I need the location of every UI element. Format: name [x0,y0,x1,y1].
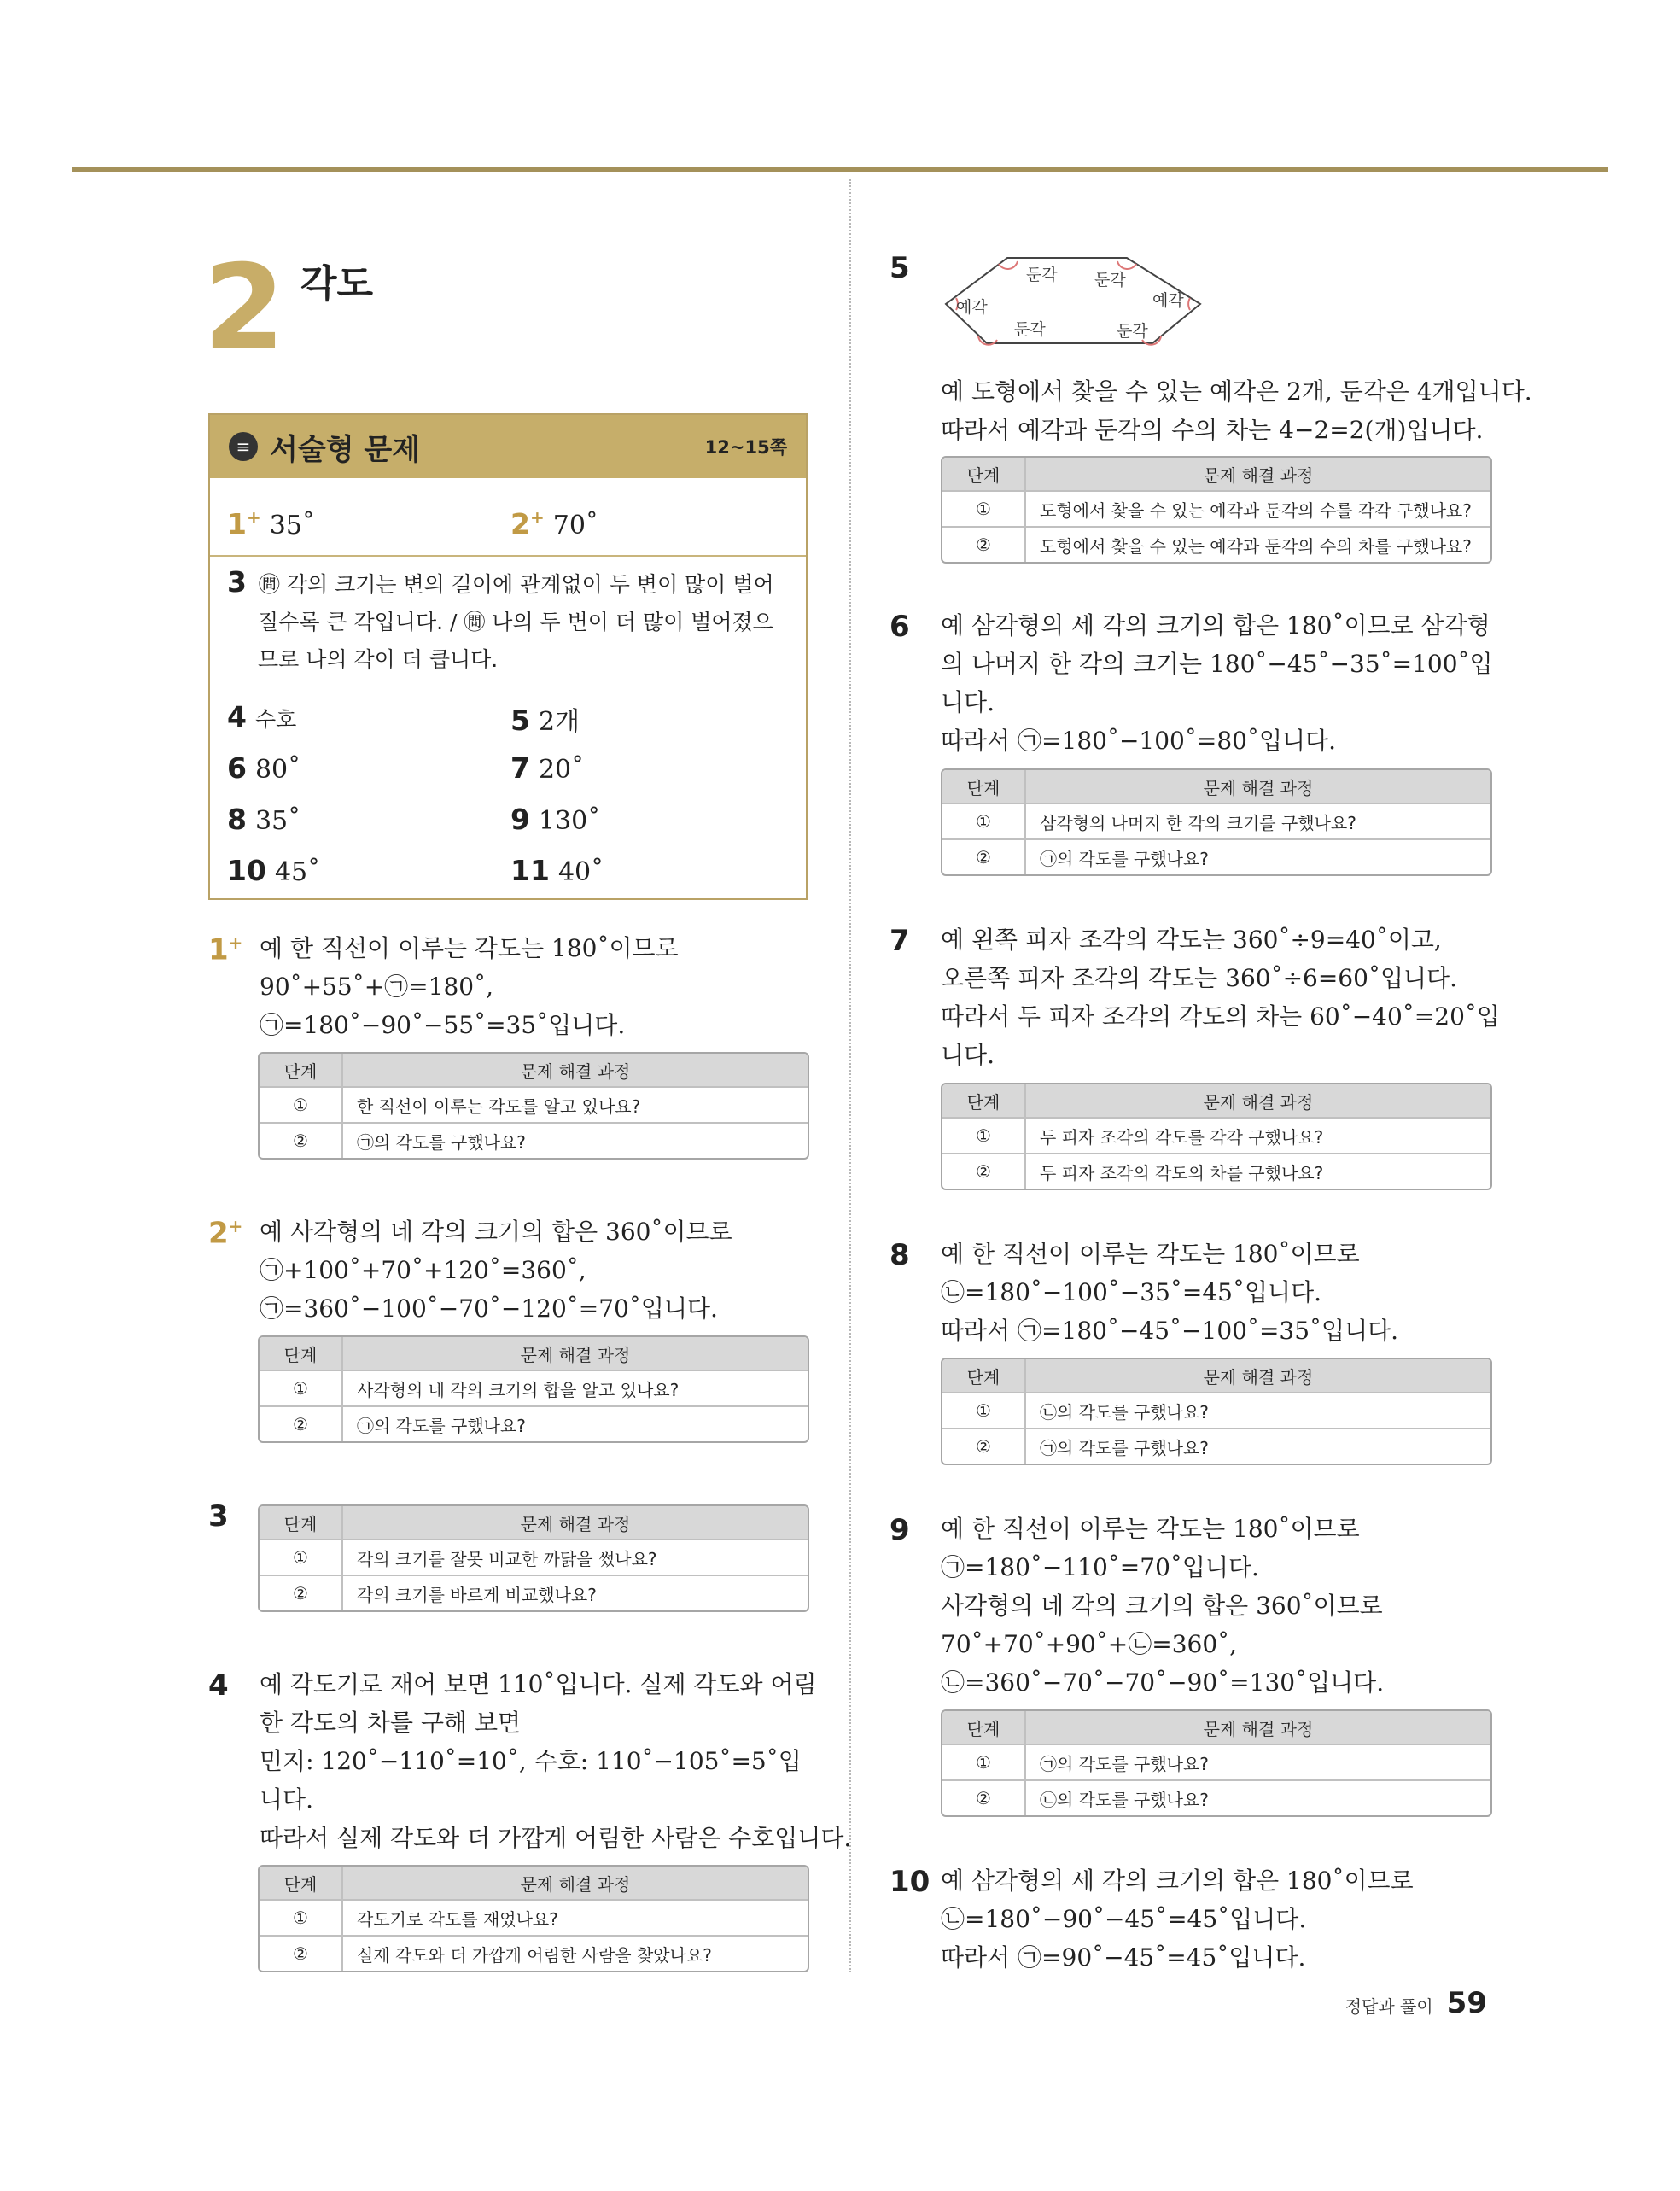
text-line: 따라서 예각과 둔각의 수의 차는 4−2=2(개)입니다. [941,416,1484,444]
answer-sup: + [246,507,261,528]
problem-number: 1+ [208,932,243,967]
answer-value: 20˚ [538,755,585,785]
step-label: ① [942,490,1026,526]
text-line: ㉡=180˚−100˚−35˚=45˚입니다. [941,1278,1322,1306]
step-text: 각의 크기를 잘못 비교한 까닭을 썼나요? [343,1539,808,1575]
answer-summary-box [208,413,808,900]
answer-number: 11 [510,854,550,887]
page-footer [1345,1986,1487,2020]
col-step: 단계 [942,1084,1026,1117]
text-line: 따라서 두 피자 조각의 각도의 차는 60˚−40˚=20˚입 [941,1002,1500,1031]
step-text: ㉡의 각도를 구했나요? [1026,1392,1490,1428]
answer-value: 130˚ [538,806,601,836]
col-process: 문제 해결 과정 [1026,1711,1490,1744]
answer-value: 70˚ [552,511,598,540]
col-process: 문제 해결 과정 [1026,458,1490,490]
answer-item [510,803,600,836]
header-rule [72,167,1608,172]
answer-value: 2개 [538,707,580,737]
answer-value: 35˚ [269,511,315,540]
problem-number: 9 [890,1513,910,1547]
chapter-heading [203,239,374,377]
step-label: ① [260,1370,343,1405]
step-text: 삼각형의 나머지 한 각의 크기를 구했나요? [1026,803,1490,838]
answer-number: 9 [510,803,530,836]
answer-item [510,700,580,738]
text-line: 니다. [941,1041,995,1069]
text-line: 따라서 ㉠=180˚−45˚−100˚=35˚입니다. [941,1317,1399,1345]
step-label: ① [942,1392,1026,1428]
chapter-title: 각도 [300,262,374,306]
summary-row [210,478,806,557]
answer-item [227,854,320,887]
text-line: 예 도형에서 찾을 수 있는 예각은 2개, 둔각은 4개입니다. [941,377,1532,406]
step-text: 사각형의 네 각의 크기의 합을 알고 있나요? [343,1370,808,1405]
problem-number: 6 [890,610,910,644]
col-step: 단계 [260,1337,343,1370]
col-step: 단계 [942,458,1026,490]
text-line: ㉡=360˚−70˚−70˚−90˚=130˚입니다. [941,1668,1385,1697]
answer-number: 1 [227,507,247,540]
text-line: 므로 나의 각이 더 큽니다. [258,647,499,672]
step-label: ② [260,1122,343,1158]
answer-number: 6 [227,751,247,785]
problem-solution [260,1665,851,1857]
grading-table [258,1335,809,1443]
step-text: 실제 각도와 더 가깝게 어림한 사람을 찾았나요? [343,1935,808,1971]
step-text: 도형에서 찾을 수 있는 예각과 둔각의 수의 차를 구했나요? [1026,526,1490,562]
summary-pages: 12~15쪽 [704,437,787,458]
step-label: ① [260,1899,343,1935]
step-text: ㉠의 각도를 구했나요? [343,1405,808,1441]
text-line: 니다. [260,1785,313,1814]
step-text: ㉠의 각도를 구했나요? [1026,1428,1490,1464]
step-label: ① [260,1539,343,1575]
text-line: 오른쪽 피자 조각의 각도는 360˚÷6=60˚입니다. [941,964,1457,992]
answer-value: 수호 [254,707,297,732]
text-line: 질수록 큰 각입니다. / ㉄ 나의 두 변이 더 많이 벌어졌으 [258,610,773,634]
col-step: 단계 [260,1054,343,1086]
angle-label: 둔각 [1094,271,1126,289]
text-line: 따라서 실제 각도와 더 가깝게 어림한 사람은 수호입니다. [260,1824,852,1852]
problem-solution [941,1861,1414,1977]
problem-solution [941,1510,1384,1702]
problem-number: 5 [890,251,910,285]
text-line: 예 한 직선이 이루는 각도는 180˚이므로 [941,1240,1360,1268]
angle-mark [1188,298,1190,310]
problem-number: 4 [208,1668,229,1703]
text-line: ㉠=360˚−100˚−70˚−120˚=70˚입니다. [260,1294,718,1323]
grading-table [941,1709,1492,1817]
step-text: ㉡의 각도를 구했나요? [1026,1779,1490,1815]
col-step: 단계 [260,1506,343,1539]
step-label: ② [260,1935,343,1971]
text-line: 따라서 ㉠=90˚−45˚=45˚입니다. [941,1943,1306,1972]
step-text: 각의 크기를 바르게 비교했나요? [343,1575,808,1610]
text-line: 민지: 120˚−110˚=10˚, 수호: 110˚−105˚=5˚입 [260,1747,802,1775]
text-line: ㉄ 각의 크기는 변의 길이에 관계없이 두 변이 많이 벌어 [258,572,774,597]
col-step: 단계 [942,1359,1026,1392]
step-label: ② [942,526,1026,562]
text-line: 의 나머지 한 각의 크기는 180˚−45˚−35˚=100˚입 [941,650,1493,678]
answer-value: 35˚ [254,806,301,836]
grading-table [258,1504,809,1612]
text-line: 예 한 직선이 이루는 각도는 180˚이므로 [260,934,679,962]
grading-table [941,1358,1492,1465]
grading-table [258,1052,809,1160]
col-step: 단계 [260,1867,343,1899]
col-process: 문제 해결 과정 [1026,1359,1490,1392]
answer-item [510,507,598,540]
problem-solution [941,372,1532,449]
hexagon-figure [942,251,1207,353]
answer-number: 3 [227,565,247,599]
step-label: ② [942,838,1026,874]
step-text: ㉠의 각도를 구했나요? [1026,838,1490,874]
step-label: ② [942,1779,1026,1815]
col-process: 문제 해결 과정 [343,1506,808,1539]
grading-table [941,768,1492,876]
answer-value: 40˚ [557,857,604,887]
step-label: ② [260,1575,343,1610]
grading-table [941,1083,1492,1190]
answer-item [227,507,315,540]
problem-solution [941,1235,1398,1350]
step-label: ① [942,803,1026,838]
text-line: 니다. [941,688,995,716]
angle-label: 둔각 [1014,320,1046,339]
text-line: 90˚+55˚+㉠=180˚, [260,973,493,1001]
step-text: 두 피자 조각의 각도의 차를 구했나요? [1026,1153,1490,1189]
problem-number: 8 [890,1238,910,1272]
list-icon: ≡ [229,432,258,461]
problem-solution [260,929,679,1044]
step-label: ② [942,1153,1026,1189]
text-line: 70˚+70˚+90˚+㉡=360˚, [941,1630,1238,1658]
grading-table [941,456,1492,564]
step-text: 각도기로 각도를 재었나요? [343,1899,808,1935]
text-line: ㉡=180˚−90˚−45˚=45˚입니다. [941,1905,1307,1933]
text-line: 사각형의 네 각의 크기의 합은 360˚이므로 [941,1592,1383,1620]
step-text: 두 피자 조각의 각도를 각각 구했나요? [1026,1117,1490,1153]
problem-solution [260,1212,732,1328]
angle-label: 예각 [1152,291,1184,310]
step-text: 한 직선이 이루는 각도를 알고 있나요? [343,1086,808,1122]
answer-number: 5 [510,704,530,737]
answer-number: 4 [227,700,247,733]
text-line: 한 각도의 차를 구해 보면 [260,1709,522,1737]
text-line: 따라서 ㉠=180˚−100˚=80˚입니다. [941,727,1336,755]
answer-item [227,803,300,836]
problem-number: 3 [208,1499,229,1534]
col-step: 단계 [942,770,1026,803]
col-process: 문제 해결 과정 [1026,770,1490,803]
text-line: 예 각도기로 재어 보면 110˚입니다. 실제 각도와 어림 [260,1670,817,1698]
text-line: ㉠+100˚+70˚+120˚=360˚, [260,1256,586,1284]
angle-label: 예각 [956,298,988,317]
chapter-number: 2 [203,239,283,377]
problem-number: 10 [890,1865,930,1899]
text-line: ㉠=180˚−110˚=70˚입니다. [941,1553,1259,1581]
answer-number: 8 [227,803,247,836]
answer-sup: + [529,507,545,528]
step-label: ② [942,1428,1026,1464]
step-label: ② [260,1405,343,1441]
step-label: ① [942,1744,1026,1779]
col-process: 문제 해결 과정 [343,1337,808,1370]
problem-solution [941,920,1500,1074]
step-label: ① [942,1117,1026,1153]
answer-item [510,751,584,785]
text-line: ㉠=180˚−90˚−55˚=35˚입니다. [260,1011,626,1039]
summary-title: 서술형 문제 [270,432,421,467]
summary-header [210,415,806,478]
problem-number: 2+ [208,1216,243,1251]
text-line: 예 삼각형의 세 각의 크기의 합은 180˚이므로 삼각형 [941,611,1490,640]
answer-value: 80˚ [254,755,301,785]
answer-item [510,854,604,887]
answer-number: 2 [510,507,530,540]
step-text: ㉠의 각도를 구했나요? [1026,1744,1490,1779]
page-number: 59 [1446,1986,1487,2020]
problem-number: 7 [890,924,910,958]
col-step: 단계 [942,1711,1026,1744]
text-line: 예 사각형의 네 각의 크기의 합은 360˚이므로 [260,1218,732,1246]
col-process: 문제 해결 과정 [343,1054,808,1086]
text-line: 예 왼쪽 피자 조각의 각도는 360˚÷9=40˚이고, [941,926,1442,954]
text-line: 예 삼각형의 세 각의 크기의 합은 180˚이므로 [941,1867,1414,1895]
answer-item [227,751,300,785]
step-text: 도형에서 찾을 수 있는 예각과 둔각의 수를 각각 구했나요? [1026,490,1490,526]
step-text: ㉠의 각도를 구했나요? [343,1122,808,1158]
answer-3-text [227,564,782,679]
step-label: ① [260,1086,343,1122]
answer-number: 10 [227,854,266,887]
answer-number: 7 [510,751,530,785]
answer-value: 45˚ [274,857,321,887]
col-process: 문제 해결 과정 [1026,1084,1490,1117]
grading-table [258,1865,809,1972]
angle-label: 둔각 [1117,322,1148,341]
col-process: 문제 해결 과정 [343,1867,808,1899]
footer-text: 정답과 풀이 [1345,1996,1433,2017]
problem-solution [941,606,1493,760]
angle-label: 둔각 [1026,266,1058,284]
text-line: 예 한 직선이 이루는 각도는 180˚이므로 [941,1515,1360,1543]
answer-item [227,700,296,733]
